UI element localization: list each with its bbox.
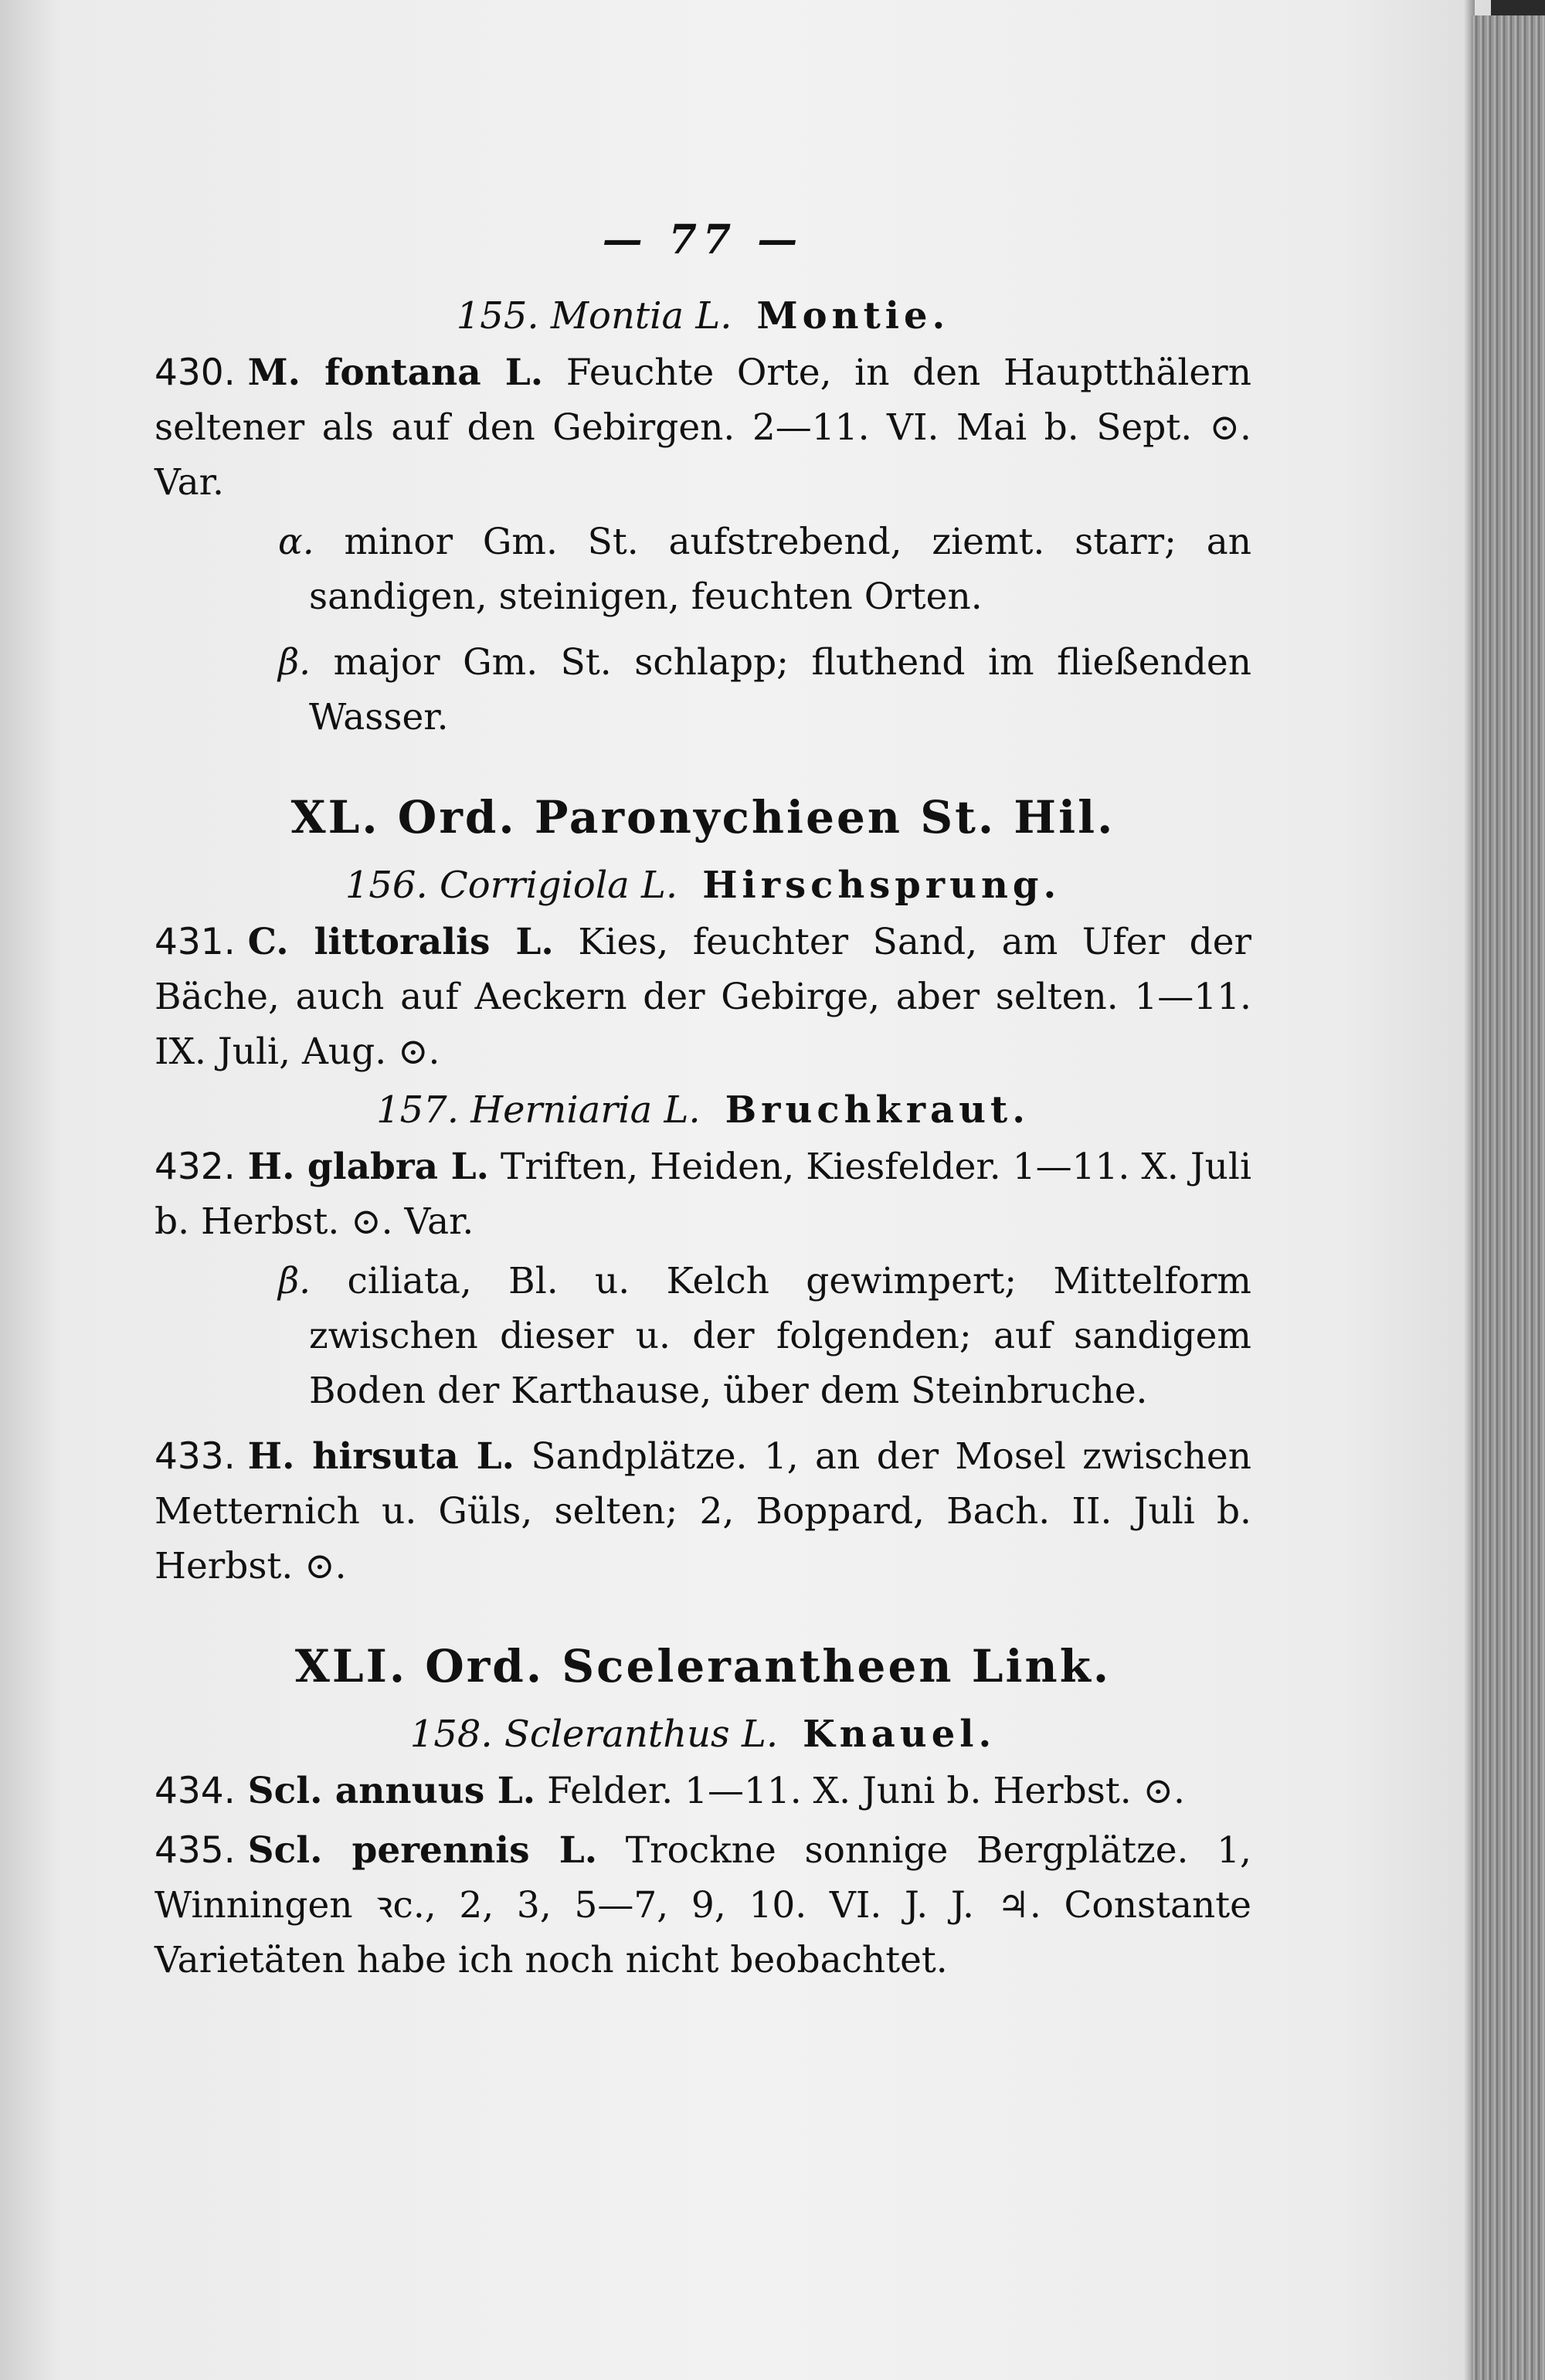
entry-text: Sandplätze. 1, an der Mosel zwischen Metternich u. Güls, selten; 2, Boppard, Bach. II. Juli b. Herbst. ⊙. bbox=[154, 1435, 1251, 1587]
variety-entry bbox=[154, 1254, 1251, 1418]
variety-marker: β. bbox=[278, 641, 311, 684]
variety-entry bbox=[154, 514, 1251, 624]
variety-entry bbox=[154, 635, 1251, 745]
order-heading: XLI. Ord. Scelerantheen Link. bbox=[294, 1640, 1112, 1692]
genus-german: Bruchkraut. bbox=[725, 1088, 1030, 1132]
species-entry bbox=[154, 1823, 1251, 1988]
species-entry bbox=[154, 915, 1251, 1079]
genus-german: Montie. bbox=[756, 294, 950, 338]
entry-number: 432. bbox=[154, 1146, 236, 1188]
page-content bbox=[154, 216, 1251, 1992]
variety-text: major Gm. St. schlapp; fluthend im fließenden Wasser. bbox=[309, 641, 1251, 738]
entry-text: Triften, Heiden, Kiesfelder. 1—11. X. Juli b. Herbst. ⊙. Var. bbox=[154, 1146, 1251, 1243]
species-entry bbox=[154, 1429, 1251, 1594]
entry-text: Feuchte Orte, in den Hauptthälern seltener als auf den Gebirgen. 2—11. VI. Mai b. Sept. ⊙. Var. bbox=[154, 351, 1251, 504]
genus-latin: 155. Montia L. bbox=[456, 294, 732, 338]
entry-number: 433. bbox=[154, 1435, 236, 1478]
genus-heading bbox=[154, 1088, 1251, 1132]
genus-latin: 156. Corrigiola L. bbox=[345, 864, 678, 907]
variety-text: ciliata, Bl. u. Kelch gewimpert; Mittelform zwischen dieser u. der folgenden; auf sandigem Boden der Karthause, über dem Steinbruche. bbox=[309, 1260, 1251, 1412]
genus-german: Hirschsprung. bbox=[702, 864, 1061, 907]
genus-german: Knauel. bbox=[803, 1713, 997, 1756]
entry-name: C. littoralis L. bbox=[247, 921, 554, 963]
entry-name: M. fontana L. bbox=[247, 351, 544, 394]
entry-text: Felder. 1—11. X. Juni b. Herbst. ⊙. bbox=[547, 1770, 1185, 1812]
genus-heading bbox=[154, 1713, 1251, 1756]
book-page-edges bbox=[1472, 15, 1545, 2380]
entry-number: 434. bbox=[154, 1770, 236, 1812]
entry-number: 431. bbox=[154, 921, 236, 963]
entry-text: Kies, feuchter Sand, am Ufer der Bäche, auch auf Aeckern der Gebirge, aber selten. 1—11. IX. Juli, Aug. ⊙. bbox=[154, 921, 1251, 1073]
entry-name: H. glabra L. bbox=[247, 1146, 489, 1188]
genus-latin: 157. Herniaria L. bbox=[376, 1088, 701, 1132]
entry-number: 435. bbox=[154, 1829, 236, 1872]
genus-heading bbox=[154, 864, 1251, 907]
entry-name: Scl. annuus L. bbox=[247, 1770, 536, 1812]
variety-marker: α. bbox=[278, 521, 314, 563]
order-heading: XL. Ord. Paronychieen St. Hil. bbox=[290, 791, 1115, 844]
genus-heading bbox=[154, 294, 1251, 338]
entry-name: H. hirsuta L. bbox=[247, 1435, 514, 1478]
page-number: — 77 — bbox=[602, 216, 804, 263]
entry-number: 430. bbox=[154, 351, 236, 394]
species-entry bbox=[154, 1764, 1251, 1818]
genus-latin: 158. Scleranthus L. bbox=[409, 1713, 779, 1756]
entry-name: Scl. perennis L. bbox=[247, 1829, 598, 1872]
variety-marker: β. bbox=[278, 1260, 311, 1302]
species-entry bbox=[154, 1139, 1251, 1249]
variety-text: minor Gm. St. aufstrebend, ziemt. starr; an sandigen, steinigen, feuchten Orten. bbox=[309, 521, 1251, 618]
species-entry bbox=[154, 345, 1251, 510]
entry-text: Trockne sonnige Bergplätze. 1, Winningen ꝛc., 2, 3, 5—7, 9, 10. VI. J. J. ♃. Constante Varietäten habe ich noch nicht beobachtet. bbox=[154, 1829, 1251, 1981]
